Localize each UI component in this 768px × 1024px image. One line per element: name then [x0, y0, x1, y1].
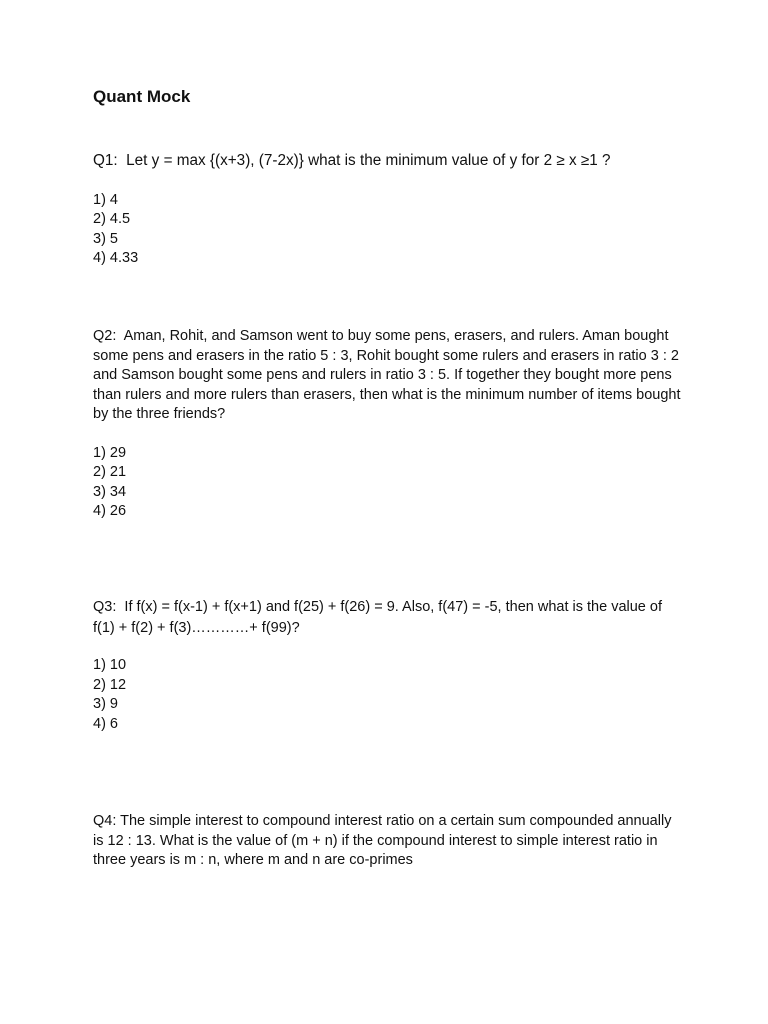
option-item: 2) 4.5 [93, 211, 131, 227]
option-item: 4) 4.33 [93, 250, 139, 266]
question-3-text: Q3: If f(x) = f(x-1) + f(x+1) and f(25) + f(26) = 9. Also, f(47) = -5, then what is the value of f(1) + f(2) + f(3)…………+ f(99)? [93, 599, 667, 636]
option-item: 1) 10 [93, 657, 127, 673]
option-item: 3) 9 [93, 696, 118, 712]
question-2 [93, 327, 683, 522]
option-item: 4) 26 [93, 503, 127, 519]
option-item: 1) 29 [93, 444, 127, 461]
question-4-text: Q4: The simple interest to compound interest ratio on a certain sum compounded annually is 12 : 13. What is the value of (m + n) if the compound interest to simple interest ratio in three years is m : n, where m and n are co-primes [93, 813, 676, 868]
question-2-text: Q2: Aman, Rohit, and Samson went to buy some pens, erasers, and rulers. Aman bought some pens and erasers in the ratio 5 : 3, Rohit bought some rulers and erasers in ratio 3 : 2 and Samson bought some pens and rulers in ratio 3 : 5. If together they bought more pens than rulers and more rulers than erasers, then what is the minimum number of items bought by the three friends? [93, 328, 685, 422]
question-1-options [93, 191, 683, 269]
question-1 [93, 151, 683, 269]
option-item: 3) 5 [93, 230, 118, 247]
option-item: 1) 4 [93, 191, 118, 208]
option-item: 3) 34 [93, 483, 127, 500]
page-title: Quant Mock [93, 87, 191, 106]
option-item: 2) 21 [93, 464, 127, 480]
option-item: 4) 6 [93, 715, 118, 732]
question-2-options [93, 444, 683, 522]
question-1-text: Q1: Let y = max {(x+3), (7-2x)} what is the minimum value of y for 2 ≥ x ≥1 ? [93, 152, 611, 169]
question-4 [93, 812, 683, 871]
question-3-options [93, 656, 683, 734]
option-item: 2) 12 [93, 676, 127, 693]
question-3 [93, 597, 683, 734]
